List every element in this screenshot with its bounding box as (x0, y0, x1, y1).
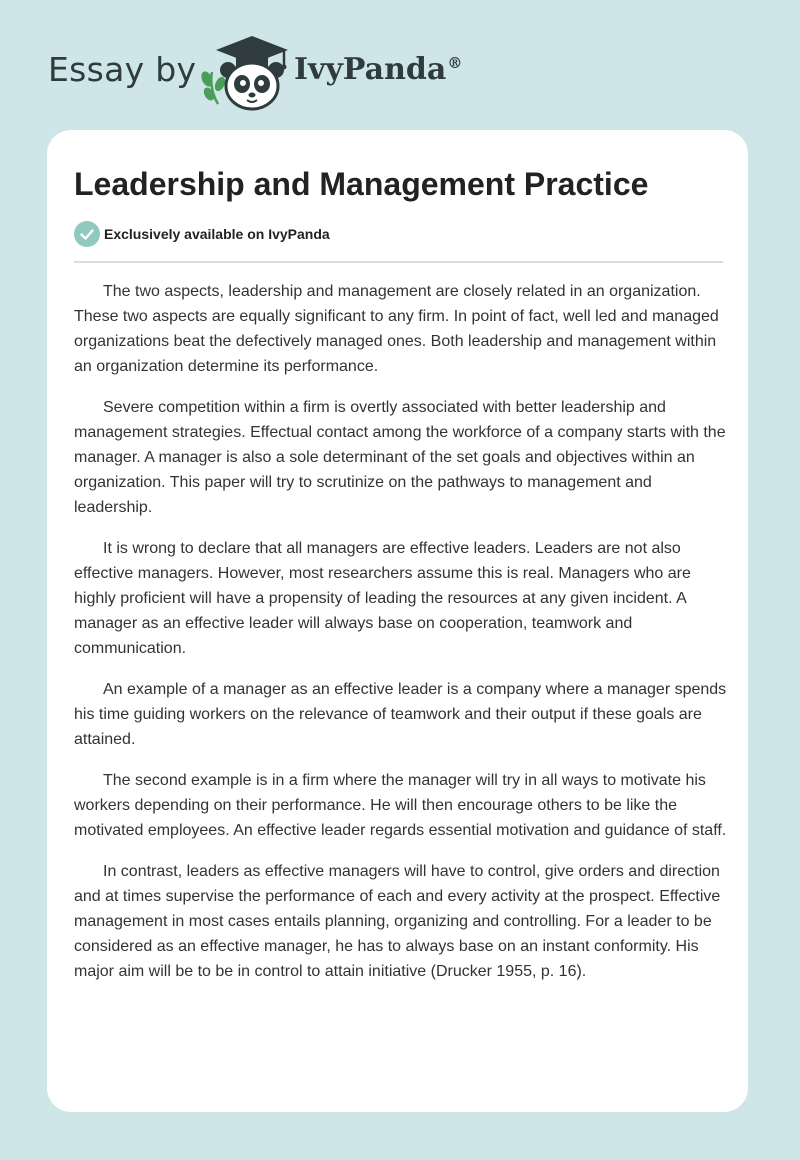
paragraph: In contrast, leaders as effective managers will have to control, give orders and direction and at times supervise the performance of each and every activity at the prospect. Effective management in most cases entails planning, organizing and controlling. For a leader to be considered as an effective manager, he has to always base on an instant conformity. His major aim will be to be in control to attain initiative (Drucker 1955, p. 16). (74, 863, 721, 980)
paragraph: Severe competition within a firm is overtly associated with better leadership and management strategies. Effectual contact among the workforce of a company starts with the manager. A manager is also a sole determinant of the set goals and objectives within an organization. This paper will try to scrutinize on the pathways to management and leadership. (74, 399, 726, 516)
registered-mark: ® (447, 54, 463, 72)
paragraph: The two aspects, leadership and management are closely related in an organization. These two aspects are equally significant to any firm. In point of fact, well led and managed organizations beat the defectively managed ones. Both leadership and management within an organization determine its performance. (74, 283, 719, 375)
check-circle-icon (74, 221, 100, 247)
essay-card (47, 130, 748, 1112)
paragraph: It is wrong to declare that all managers are effective leaders. Leaders are not also effective managers. However, most researchers assume this is real. Managers who are highly proficient will have a propensity of leading the resources at any given incident. A manager as an effective leader will always base on cooperation, teamwork and communication. (74, 540, 691, 657)
brand-prefix: Essay by (48, 50, 197, 89)
site-header (48, 30, 508, 110)
brand-name[interactable]: IvyPanda® (294, 52, 463, 87)
paragraph: The second example is in a firm where the manager will try in all ways to motivate his workers depending on their performance. He will then encourage others to be like the motivated employees. An effective leader regards essential motivation and guidance of staff. (74, 772, 727, 839)
exclusive-badge-label: Exclusively available on IvyPanda (104, 226, 330, 242)
page-title: Leadership and Management Practice (74, 166, 649, 202)
title-divider (74, 261, 723, 263)
paragraph: An example of a manager as an effective leader is a company where a manager spends his time guiding workers on the relevance of teamwork and their output if these goals are attained. (74, 681, 727, 748)
essay-body (74, 279, 729, 1000)
panda-logo-icon[interactable] (200, 34, 300, 114)
exclusive-badge (74, 221, 330, 247)
